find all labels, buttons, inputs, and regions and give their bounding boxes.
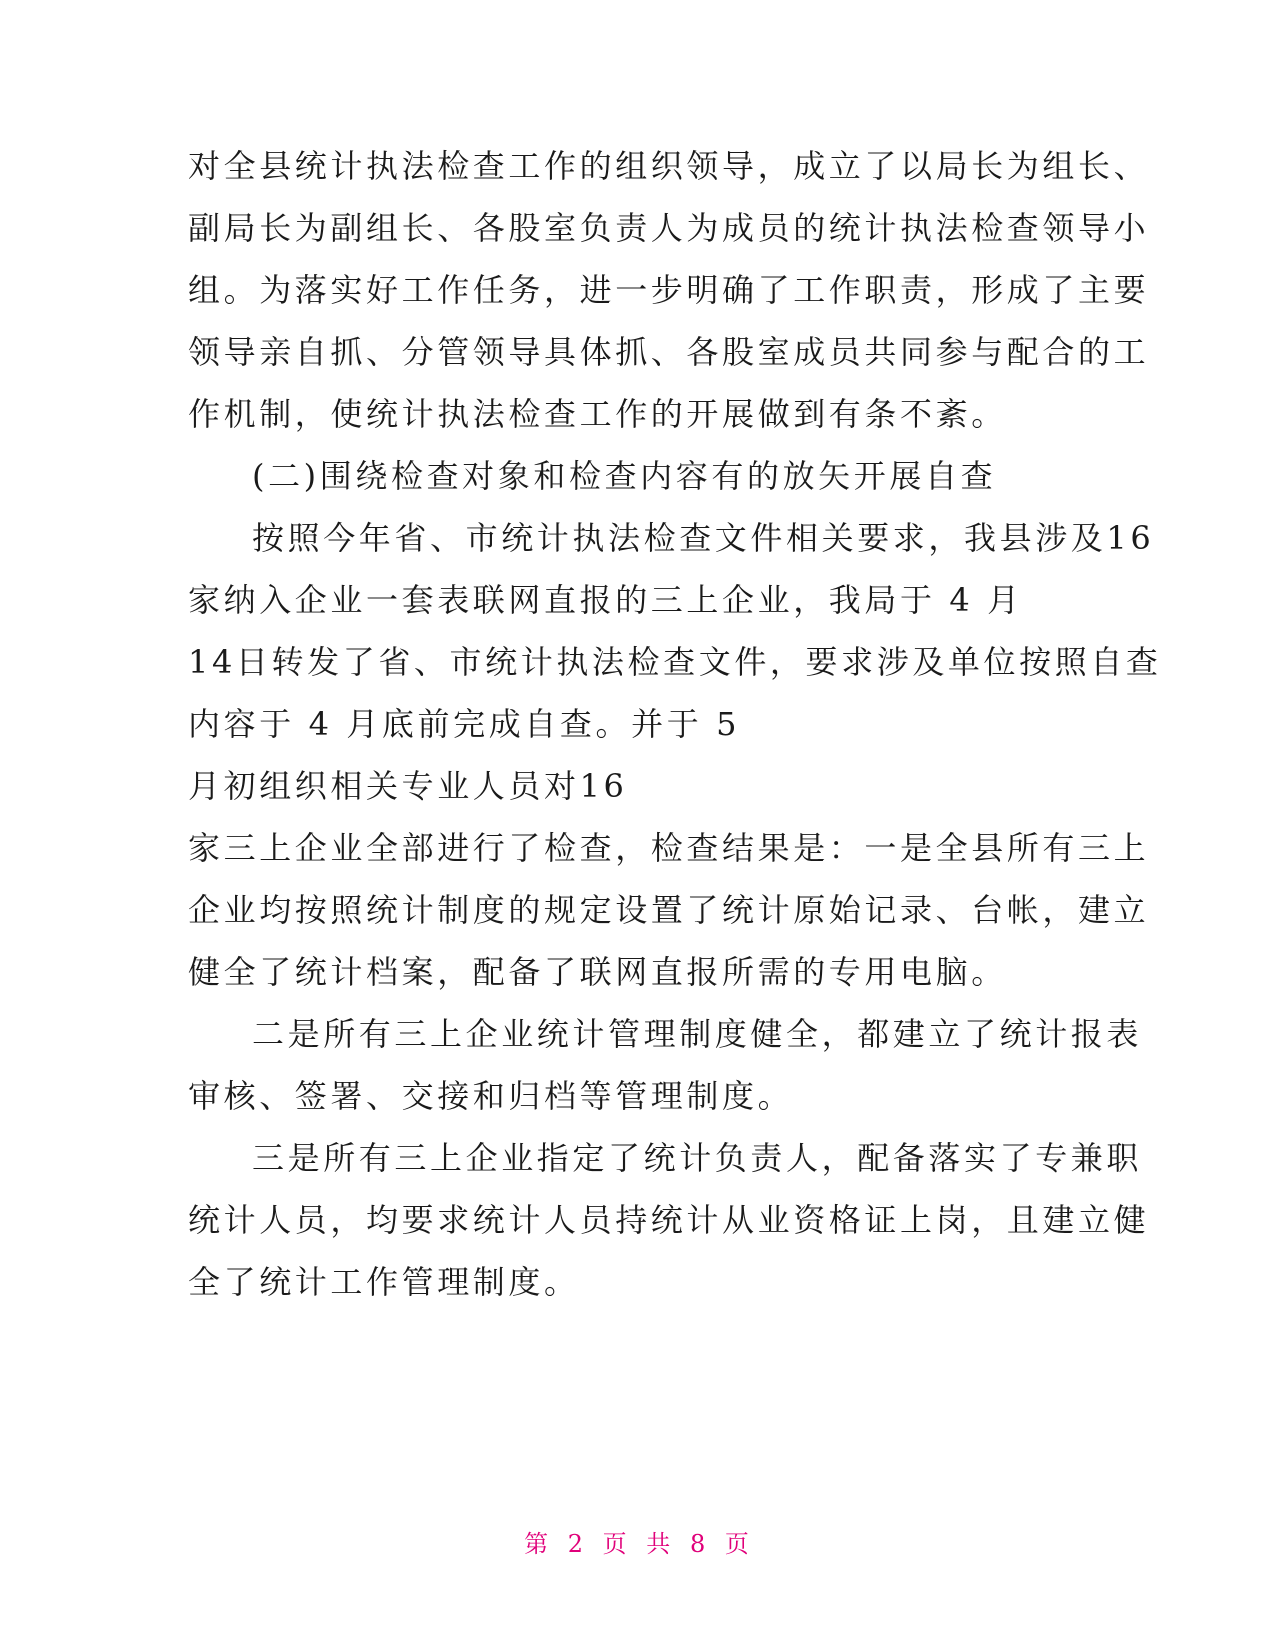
body-text-line: 组。为落实好工作任务，进一步明确了工作职责，形成了主要: [188, 271, 1150, 309]
page-number-footer: 第 2 页 共 8 页: [524, 1530, 751, 1558]
body-text-line: 按照今年省、市统计执法检查文件相关要求，我县涉及16: [252, 519, 1155, 557]
body-text-line: 三是所有三上企业指定了统计负责人，配备落实了专兼职: [252, 1139, 1143, 1177]
body-text-line: 统计人员，均要求统计人员持统计从业资格证上岗，且建立健: [188, 1201, 1150, 1239]
body-text-line: 副局长为副组长、各股室负责人为成员的统计执法检查领导小: [188, 209, 1150, 247]
body-text-line: 领导亲自抓、分管领导具体抓、各股室成员共同参与配合的工: [188, 333, 1150, 371]
body-text-line: 二是所有三上企业统计管理制度健全，都建立了统计报表: [252, 1015, 1143, 1053]
body-text-line: 健全了统计档案，配备了联网直报所需的专用电脑。: [188, 953, 1007, 991]
body-text-line: 全了统计工作管理制度。: [188, 1263, 580, 1301]
body-text-line: 对全县统计执法检查工作的组织领导，成立了以局长为组长、: [188, 147, 1150, 185]
body-text-line: 家纳入企业一套表联网直报的三上企业，我局于 4 月: [188, 581, 1023, 619]
body-text-line: 14日转发了省、市统计执法检查文件，要求涉及单位按照自查: [188, 643, 1162, 681]
body-text-line: 作机制，使统计执法检查工作的开展做到有条不紊。: [188, 395, 1007, 433]
body-text-line: 内容于 4 月底前完成自查。并于 5: [188, 705, 741, 743]
body-text-line: 家三上企业全部进行了检查，检查结果是：一是全县所有三上: [188, 829, 1150, 867]
body-text-line: 企业均按照统计制度的规定设置了统计原始记录、台帐，建立: [188, 891, 1150, 929]
section-heading: (二)围绕检查对象和检查内容有的放矢开展自查: [252, 457, 997, 495]
body-text-line: 审核、签署、交接和归档等管理制度。: [188, 1077, 794, 1115]
body-text-line: 月初组织相关专业人员对16: [188, 767, 628, 805]
